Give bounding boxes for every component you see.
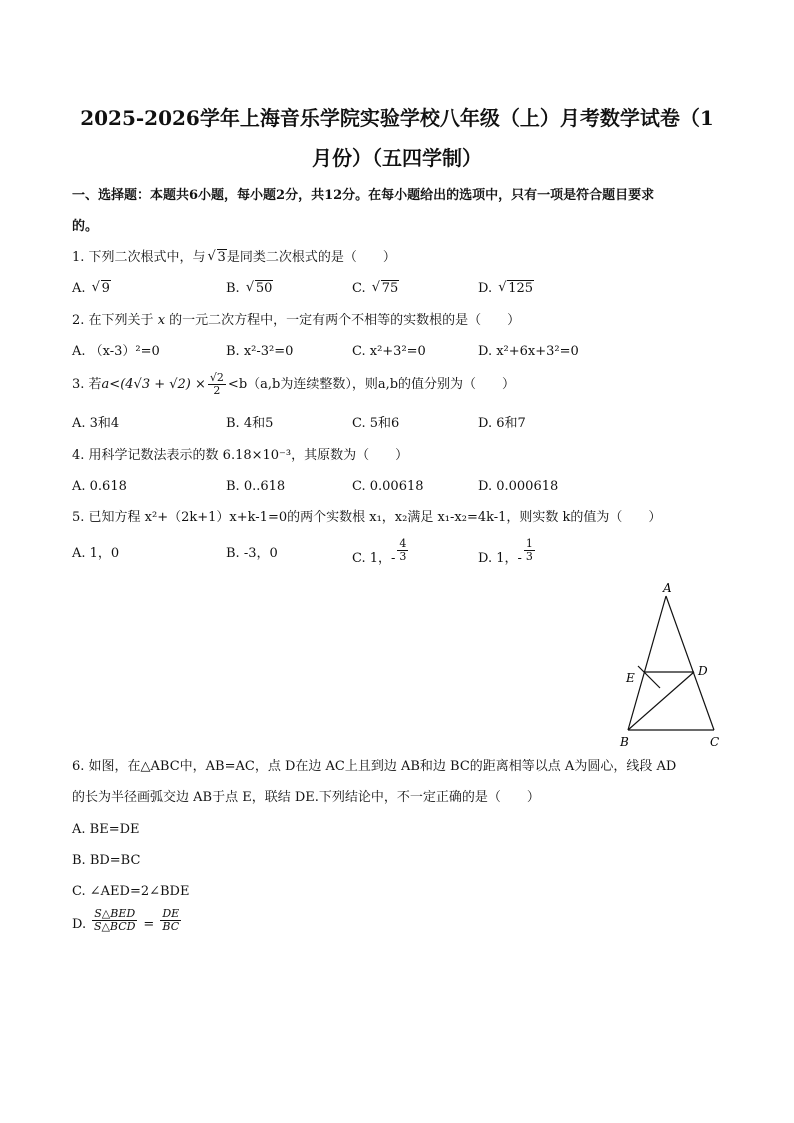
triangle-figure [610,580,750,750]
q2-option-b: B. x²-3²=0 [226,344,294,359]
q2-stem: 2. 在下列关于 x 的一元二次方程中，一定有两个不相等的实数根的是（ ） [72,313,521,328]
q5-option-c: C. 1，- $\frac{4}{3}$ [352,537,407,566]
q2-option-a: A. （x-3）²=0 [72,344,160,359]
q1-option-a: A. √ 9 [72,281,111,297]
q1-stem-text-a: 1. 下列二次根式中，与 [72,250,206,265]
q3-option-a: A. 3和4 [72,416,120,431]
q4-option-b: B. 0..618 [226,479,286,494]
q6-option-a: A. BE=DE [72,822,140,837]
q3-option-b: B. 4和5 [226,416,274,431]
q4-option-d: D. 0.000618 [478,479,559,494]
q2-option-d: D. x²+6x+3²=0 [478,344,579,359]
label-a: A [663,581,672,595]
q4-option-a: A. 0.618 [72,479,127,494]
q1-stem-text-b: 是同类二次根式的是（ ） [226,250,396,265]
section-header-line1: 一、选择题：本题共6小题，每小题2分，共12分。在每小题给出的选项中，只有一项是符合题目要求 [72,188,655,203]
q2-option-c: C. x²+3²=0 [352,344,426,359]
q1-option-d: D. √ 125 [478,281,534,297]
q1-stem [72,250,396,266]
label-d: D [698,664,708,678]
section-header-line2: 的。 [72,219,99,234]
q6-stem-line1: 6. 如图，在△ABC中，AB=AC，点 D在边 AC上且到边 AB和边 BC的距离相等以点 A为圆心，线段 AD [72,759,677,774]
q3-option-c: C. 5和6 [352,416,400,431]
q5-option-a: A. 1，0 [72,546,120,561]
q5-option-b: B. -3，0 [226,546,278,561]
exam-title-line2: 月份）（五四学制） [312,146,482,170]
q6-option-c: C. ∠AED=2∠BDE [72,884,190,899]
q4-stem: 4. 用科学记数法表示的数 6.18×10⁻³，其原数为（ ） [72,448,409,463]
segment-ab [628,596,666,730]
q1-stem-radical: √ 3 [208,250,227,266]
q4-option-c: C. 0.00618 [352,479,424,494]
q3-fraction: $\frac{√2}{2}$ [209,371,224,397]
label-c: C [710,735,720,749]
q6-option-b: B. BD=BC [72,853,141,868]
segment-ac [666,596,714,730]
q1-option-b: B. √ 50 [226,281,273,297]
q6-option-d: D. $\frac{\text{S△BED}}{\text{S△BCD}}$ = $\frac{DE}{BC}$ [72,907,180,933]
label-e: E [626,671,635,685]
q3-stem: 3. 若a<(4√3 + √2) × $\frac{√2}{2}$ <b（a,b为连续整数），则a,b的值分别为（ ） [72,371,516,397]
q3-option-d: D. 6和7 [478,416,526,431]
segment-bd [628,672,694,730]
exam-title-line1: 2025-2026学年上海音乐学院实验学校八年级（上）月考数学试卷（1 [80,106,714,130]
label-b: B [620,735,629,749]
q6-stem-line2: 的长为半径画弧交边 AB于点 E，联结 DE.下列结论中，不一定正确的是（ ） [72,790,540,805]
q1-option-c: C. √ 75 [352,281,399,297]
q5-option-d: D. 1，- $\frac{1}{3}$ [478,537,533,566]
q5-stem: 5. 已知方程 x²+（2k+1）x+k-1=0的两个实数根 x₁，x₂满足 x₁-x₂=4k-1，则实数 k的值为（ ） [72,510,662,525]
